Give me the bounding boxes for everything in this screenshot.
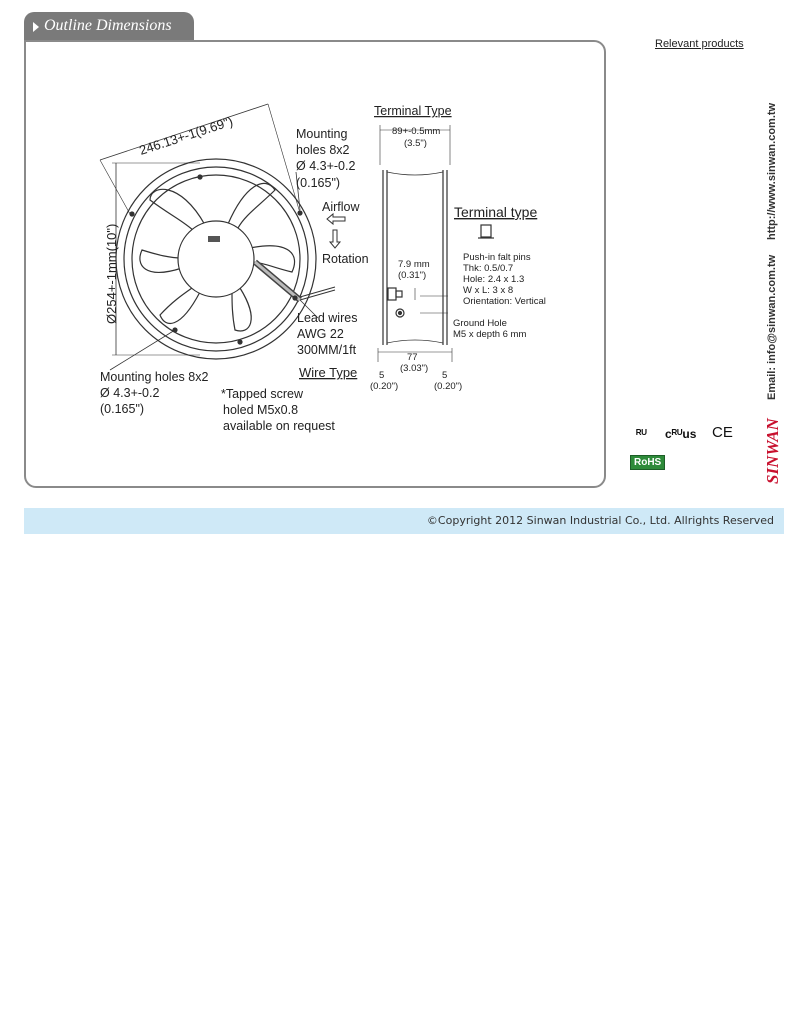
rotation-label: Rotation [322, 252, 369, 266]
dim-5-left-label [370, 370, 398, 392]
email-link[interactable]: Email: info@sinwan.com.tw [766, 254, 778, 400]
airflow-label: Airflow [322, 200, 360, 214]
footer-bar [24, 508, 784, 534]
fan-blade [250, 246, 295, 272]
svg-text:Ground Hole: Ground Hole [453, 318, 507, 329]
terminal-type-label: Terminal type [454, 204, 538, 220]
copyright-text: ©Copyright 2012 Sinwan Industrial Co., Ltd. Allrights Reserved [426, 514, 774, 527]
dimensions-panel [24, 40, 606, 488]
rohs-badge: RoHS [630, 455, 665, 470]
section-title: Outline Dimensions [44, 17, 172, 34]
svg-text:holed M5x0.8: holed M5x0.8 [223, 403, 299, 417]
svg-text:300MM/1ft: 300MM/1ft [297, 343, 357, 357]
svg-text:M5 x depth 6 mm: M5 x depth 6 mm [453, 329, 527, 340]
svg-text:77: 77 [407, 352, 418, 363]
svg-text:Ø 4.3+-0.2: Ø 4.3+-0.2 [296, 159, 356, 173]
svg-text:(0.31"): (0.31") [398, 270, 427, 281]
svg-text:5: 5 [442, 370, 448, 381]
fan-blade [160, 288, 200, 323]
section-tab [24, 12, 194, 42]
svg-text:Mounting holes 8x2: Mounting holes 8x2 [100, 370, 209, 384]
mount-bottom-label [100, 370, 208, 416]
svg-text:W x L: 3 x 8: W x L: 3 x 8 [463, 285, 514, 296]
svg-text:7.9 mm: 7.9 mm [398, 259, 430, 270]
dim-79-label [398, 259, 430, 281]
ul-mark-icon: ᴿᵁ [636, 427, 647, 441]
svg-text:AWG 22: AWG 22 [297, 327, 344, 341]
svg-text:Lead wires: Lead wires [297, 311, 358, 325]
svg-text:Push-in falt pins: Push-in falt pins [463, 252, 531, 263]
svg-text:Mounting: Mounting [296, 127, 348, 141]
svg-text:Hole: 2.4 x 1.3: Hole: 2.4 x 1.3 [463, 274, 525, 285]
brand-logo: SINWAN [763, 418, 782, 484]
svg-text:Ø 4.3+-0.2: Ø 4.3+-0.2 [100, 386, 160, 400]
tapped-note [221, 387, 335, 433]
relevant-products-link[interactable]: Relevant products [655, 38, 744, 50]
fan-blade [232, 288, 251, 331]
lead-wires-label [297, 311, 357, 357]
fan-blade [228, 183, 275, 228]
ground-hole-label [453, 318, 526, 340]
svg-text:(0.165"): (0.165") [100, 402, 145, 416]
ce-mark-icon: CE [712, 424, 733, 441]
dim-diagonal: 246.13+-1(9.69") [137, 113, 235, 158]
svg-text:Thk: 0.5/0.7: Thk: 0.5/0.7 [463, 263, 514, 274]
svg-text:89+-0.5mm: 89+-0.5mm [392, 126, 441, 137]
depth-dim-label [392, 126, 440, 149]
triangle-right-icon [33, 22, 39, 32]
svg-text:(3.03"): (3.03") [400, 363, 429, 374]
svg-text:(0.20"): (0.20") [370, 381, 399, 392]
dim-diameter: Ø254+-1mm(10") [104, 223, 119, 324]
wire-type-label: Wire Type [299, 365, 358, 380]
pin-spec [463, 252, 546, 307]
dim-77-label [400, 352, 428, 374]
svg-text:available on request: available on request [223, 419, 335, 433]
svg-text:Orientation: Vertical: Orientation: Vertical [463, 296, 546, 307]
cul-mark-icon: cᴿᵁus [665, 427, 697, 441]
svg-text:5: 5 [379, 370, 385, 381]
mount-top-label [296, 127, 355, 190]
svg-text:(0.20"): (0.20") [434, 381, 463, 392]
fan-hub [178, 221, 254, 297]
svg-text:*Tapped screw: *Tapped screw [221, 387, 303, 401]
svg-text:holes 8x2: holes 8x2 [296, 143, 350, 157]
dim-5-right-label [434, 370, 462, 392]
svg-text:(0.165"): (0.165") [296, 176, 341, 190]
svg-text:(3.5"): (3.5") [404, 138, 427, 149]
website-link[interactable]: http://www.sinwan.com.tw [766, 102, 778, 240]
terminal-type-title: Terminal Type [374, 104, 452, 118]
fan-blade [140, 250, 182, 272]
fan-drawing [26, 42, 604, 486]
